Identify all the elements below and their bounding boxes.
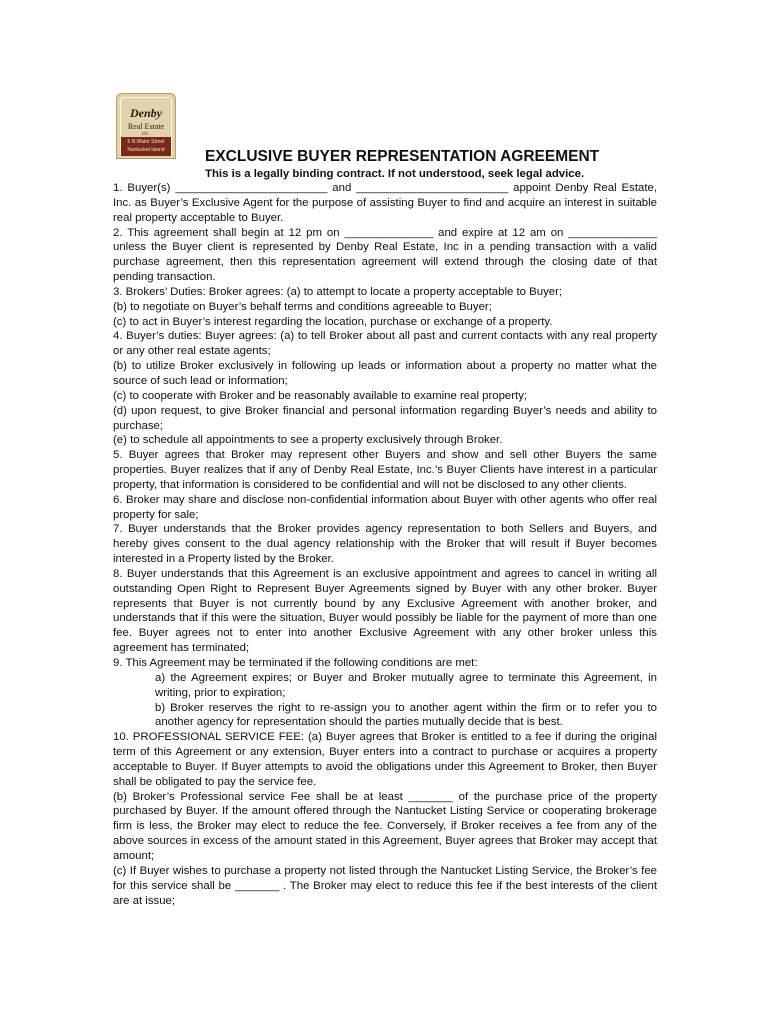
paragraph-5: 5. Buyer agrees that Broker may represent other Buyers and show and sell other Buyers the same properties. Buyer realizes that if any of Denby Real Estate, Inc.’s Buyer Clients have interest in a particular property, that information is considered to be confidential and will not be disclosed to any other clients. — [113, 449, 657, 491]
paragraph-9a: a) the Agreement expires; or Buyer and Broker mutually agree to terminate this Agreement, in writing, prior to expiration; — [155, 671, 657, 699]
paragraph-9b: b) Broker reserves the right to re-assign you to another agent within the firm or to refer you to another agency for representation should the parties mutually decide that is best. — [155, 701, 657, 729]
logo-inc: INC. — [142, 131, 150, 136]
paragraph-4a: 4. Buyer’s duties: Buyer agrees: (a) to tell Broker about all past and current contacts with any real property or any other real estate agents; — [113, 330, 657, 358]
paragraph-10b: (b) Broker’s Professional service Fee shall be at least _______ of the purchase price of the property purchased by Buyer. If the amount offered through the Nantucket Listing Service or cooperating brokerage firm is less, the Broker may elect to reduce the fee. Conversely, if Broker receives a fee from any of the above sources in excess of the amount stated in this Agreement, Buyer agrees that Broker may accept that amount; — [113, 790, 657, 862]
paragraph-9: 9. This Agreement may be terminated if the following conditions are met: — [113, 657, 478, 669]
logo-address-line1: 5 N Water Street — [127, 139, 165, 145]
paragraph-10c: (c) If Buyer wishes to purchase a property not listed through the Nantucket Listing Service, the Broker’s fee for this service shall be _______ . The Broker may elect to reduce this fee if the best interests of the client are at issue; — [113, 864, 657, 907]
paragraph-2: 2. This agreement shall begin at 12 pm on ______________ and expire at 12 am on ______________ unless the Buyer client is represented by Denby Real Estate, Inc in a pending transaction with a valid purchase agreement, then this representation agreement will extend through the closing date of that pending transaction. — [113, 226, 657, 284]
paragraph-8: 8. Buyer understands that this Agreement is an exclusive appointment and agrees to cancel in writing all outstanding Open Right to Represent Buyer Agreements signed by Buyer with any other broker. Buyer represents that Buyer is not currently bound by any Exclusive Agreement with another broker, and understands that if this were the situation, Buyer would possibly be liable for the payment of more than one fee. Buyer agrees not to enter into another Exclusive Agreement with any other broker unless this agreement has terminated; — [113, 567, 657, 655]
paragraph-4d: (d) upon request, to give Broker financial and personal information regarding Buyer’s needs and ability to purchase; — [113, 404, 657, 432]
agreement-body — [113, 181, 657, 908]
document-subtitle: This is a legally binding contract. If not understood, seek legal advice. — [205, 168, 585, 180]
paragraph-10a: 10. PROFESSIONAL SERVICE FEE: (a) Buyer agrees that Broker is entitled to a fee if during the original term of this Agreement or any extension, Buyer enters into a contract to purchase or acquires a property acceptable to Buyer. If Buyer attempts to avoid the obligations under this Agreement to Broker, then Buyer shall be obligated to pay the service fee. — [113, 731, 657, 788]
paragraph-7: 7. Buyer understands that the Broker provides agency representation to both Sellers and Buyers, and hereby gives consent to the dual agency relationship with the Broker that will result if Buyer becomes interested in a Property listed by the Broker. — [113, 523, 657, 566]
logo-name: Denby — [130, 106, 162, 120]
logo-address-line2: Nantucket Island — [127, 147, 165, 153]
paragraph-4e: (e) to schedule all appointments to see a property exclusively through Broker. — [113, 434, 503, 447]
document-title: EXCLUSIVE BUYER REPRESENTATION AGREEMENT — [205, 148, 600, 165]
paragraph-1: 1. Buyer(s) ________________________ and ________________________ appoint Denby Real Estate, Inc. as Buyer’s Exclusive Agent for the purpose of assisting Buyer to find and acquire an interest in suitable real property acceptable to Buyer. — [113, 182, 657, 224]
paragraph-6: 6. Broker may share and disclose non-confidential information about Buyer with other agents who offer real property for sale; — [113, 493, 657, 521]
company-logo — [116, 93, 176, 159]
paragraph-3c: (c) to act in Buyer’s interest regarding the location, purchase or exchange of a property. — [113, 315, 553, 328]
paragraph-3b: (b) to negotiate on Buyer’s behalf terms and conditions agreeable to Buyer; — [113, 300, 492, 313]
paragraph-3a: 3. Brokers’ Duties: Broker agrees: (a) to attempt to locate a property acceptable to Buyer; — [113, 285, 563, 298]
paragraph-4b: (b) to utilize Broker exclusively in following up leads or information about a property no matter what the source of such lead or information; — [113, 360, 657, 387]
logo-subname: Real Estate — [127, 122, 165, 131]
paragraph-4c: (c) to cooperate with Broker and be reasonably available to examine real property; — [113, 389, 528, 402]
